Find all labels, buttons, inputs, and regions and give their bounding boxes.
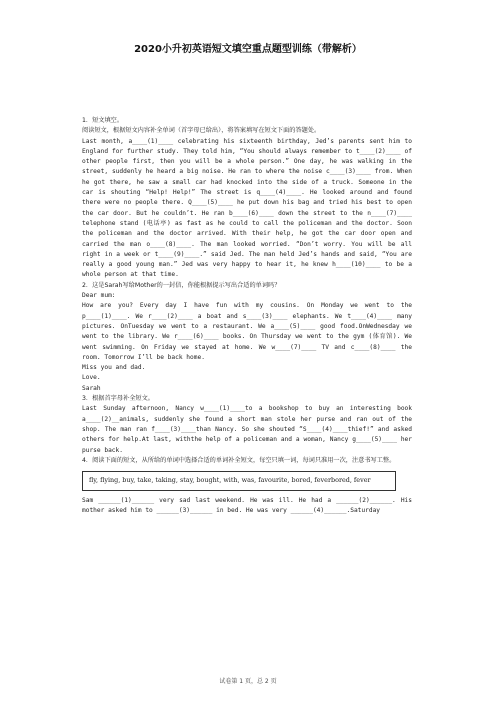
section1-heading: 1．短文填空。	[82, 117, 124, 124]
document-body	[82, 116, 412, 516]
section3-heading: 3．根据首字母补全短文。	[82, 395, 154, 403]
section2-heading: 2．这是Sarah写给Mother的一封信，你能根据提示写出合适的单词吗？	[82, 281, 281, 289]
section2-passage: How are you? Every day I have fun with my cousins. On Monday we went to the p____(1)____. We r____(2)____ a boat and s____(3)____ elephants. We t____(4)____ many pictures. OnTuesday we went to a restaurant. We a____(5)____ good food.OnWednesday we went to the library. We r____(6)____ books. On Thursday we went to the gym (体育馆). We went swimming. On Friday we stayed at home. We w____(7)____ TV and c____(8)____ the room. Tomorrow I’ll be back home.	[82, 302, 412, 361]
section1-passage: Last month, a____(1)____ celebrating his sixteenth birthday, Jed’s parents sent him to England for further study. They told him, “You should always remember to t____(2)____ of other people first, then you will be a whole person.” One day, he was walking in the street, suddenly he heard a big noise. He ran to where the noise c____(3)____ from. When he got there, he saw a small car had knocked into the side of a truck. Someone in the car is shouting “Help! Help!” The street is q____(4)____. He looked around and found there were no people there. Q____(5)____ he put down his bag and tried his best to open the car door. But he couldn’t. He ran b____(6)____ down the street to the n____(7)____ telephone stand (电话亭) as fast as he could to call the policeman and the doctor. Soon the policeman and the doctor arrived. With their help, he got the car door open and carried the man o____(8)____. The man looked worried. “Don’t worry. You will be all right in a week or t____(9)____.” said Jed. The man held Jed’s hands and said, “You are really a good young man.” Jed was very happy to hear it, he knew h____(10)____ to be a whole person at that time.	[82, 137, 412, 279]
page-footer: 试卷第 1 页，总 2 页	[219, 678, 277, 685]
word-bank-box: fly, flying, buy, take, taking, stay, bought, with, was, favourite, bored, feverbored, fever	[82, 471, 396, 491]
section3-passage: Last Sunday afternoon, Nancy w____(1)____to a bookshop to buy an interesting book a____(2)__animals, suddenly she found a short man stole her purse and ran out of the shop. The man ran f____(3)____than Nancy. So she shouted “S____(4)____thief!” and asked others for help.At last, withthe help of a policeman and a woman, Nancy g____(5)____ her purse back.	[82, 405, 412, 454]
section2-closing-1: Miss you and dad.	[82, 364, 146, 372]
section4-passage: Sam ______(1)______ very sad last weekend. He was ill. He had a ______(2)______. His mother asked him to ______(3)______ in bed. He was very ______(4)______.Saturday	[82, 496, 412, 514]
section1-instruction: 阅读短文，根据短文内容补全单词（首字母已给出），将答案填写在短文下面的答题处。	[82, 127, 321, 135]
section4-heading: 4．阅读下面的短文，从所给的单词中选择合适的单词补全短文，每空只填一词，每词只准用一次，注意书写工整。	[82, 456, 396, 464]
section2-signature: Sarah	[82, 384, 101, 392]
section2-greeting: Dear mum:	[82, 292, 116, 300]
section2-closing-2: Love.	[82, 374, 101, 382]
document-title: 2020小升初英语短文填空重点题型训练（带解析）	[134, 44, 362, 55]
